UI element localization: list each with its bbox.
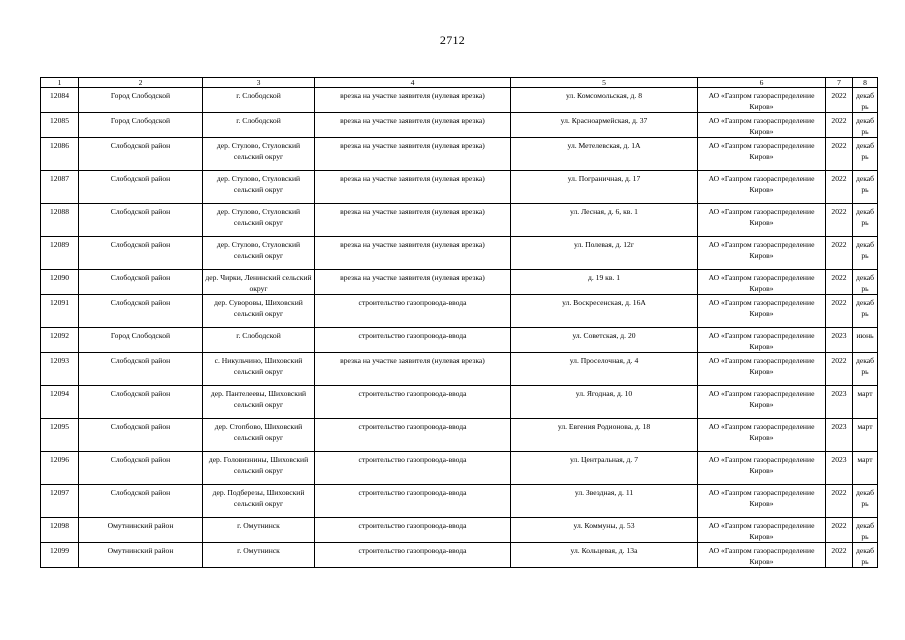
municipality-cell: Слободской район (79, 171, 203, 204)
table-row (41, 295, 878, 328)
work-type-cell: врезка на участке заявителя (нулевая врезка) (315, 270, 511, 295)
municipality-cell: Слободской район (79, 353, 203, 386)
organization-cell: АО «Газпром газораспределение Киров» (698, 485, 826, 518)
locality-cell: дер. Подберезы, Шиховский сельский округ (203, 485, 315, 518)
month-cell: декабрь (853, 138, 878, 171)
municipality-cell: Город Слободской (79, 328, 203, 353)
locality-cell: г. Слободской (203, 88, 315, 113)
work-type-cell: врезка на участке заявителя (нулевая врезка) (315, 237, 511, 270)
row-number-cell: 12091 (41, 295, 79, 328)
month-cell: декабрь (853, 543, 878, 568)
gasification-registry-table (40, 77, 878, 568)
locality-cell: дер. Стулово, Стуловский сельский округ (203, 171, 315, 204)
year-cell: 2022 (826, 113, 853, 138)
work-type-cell: строительство газопровода-ввода (315, 518, 511, 543)
year-cell: 2023 (826, 419, 853, 452)
address-cell: ул. Советская, д. 20 (511, 328, 698, 353)
organization-cell: АО «Газпром газораспределение Киров» (698, 171, 826, 204)
municipality-cell: Слободской район (79, 138, 203, 171)
work-type-cell: врезка на участке заявителя (нулевая врезка) (315, 113, 511, 138)
locality-cell: г. Слободской (203, 113, 315, 138)
organization-cell: АО «Газпром газораспределение Киров» (698, 543, 826, 568)
row-number-cell: 12096 (41, 452, 79, 485)
municipality-cell: Город Слободской (79, 88, 203, 113)
table-row (41, 138, 878, 171)
locality-cell: дер. Стулово, Стуловский сельский округ (203, 237, 315, 270)
header-cell: 2 (79, 78, 203, 88)
municipality-cell: Слободской район (79, 419, 203, 452)
table-row (41, 419, 878, 452)
header-cell: 7 (826, 78, 853, 88)
table-row (41, 485, 878, 518)
address-cell: д. 19 кв. 1 (511, 270, 698, 295)
year-cell: 2022 (826, 88, 853, 113)
address-cell: ул. Центральная, д. 7 (511, 452, 698, 485)
work-type-cell: строительство газопровода-ввода (315, 295, 511, 328)
locality-cell: дер. Чирки, Ленинский сельский округ (203, 270, 315, 295)
header-cell: 8 (853, 78, 878, 88)
table-row (41, 204, 878, 237)
month-cell: декабрь (853, 88, 878, 113)
month-cell: март (853, 419, 878, 452)
month-cell: декабрь (853, 171, 878, 204)
row-number-cell: 12084 (41, 88, 79, 113)
year-cell: 2023 (826, 328, 853, 353)
row-number-cell: 12097 (41, 485, 79, 518)
address-cell: ул. Коммуны, д. 53 (511, 518, 698, 543)
year-cell: 2022 (826, 138, 853, 171)
municipality-cell: Слободской район (79, 452, 203, 485)
header-cell: 1 (41, 78, 79, 88)
year-cell: 2022 (826, 270, 853, 295)
locality-cell: г. Омутнинск (203, 543, 315, 568)
table-body (41, 88, 878, 568)
table-row (41, 113, 878, 138)
year-cell: 2022 (826, 204, 853, 237)
locality-cell: г. Омутнинск (203, 518, 315, 543)
table-row (41, 543, 878, 568)
municipality-cell: Слободской район (79, 204, 203, 237)
month-cell: декабрь (853, 518, 878, 543)
header-cell: 5 (511, 78, 698, 88)
organization-cell: АО «Газпром газораспределение Киров» (698, 138, 826, 171)
table-row (41, 518, 878, 543)
year-cell: 2022 (826, 518, 853, 543)
month-cell: декабрь (853, 113, 878, 138)
month-cell: декабрь (853, 485, 878, 518)
row-number-cell: 12090 (41, 270, 79, 295)
address-cell: ул. Красноармейская, д. 37 (511, 113, 698, 138)
organization-cell: АО «Газпром газораспределение Киров» (698, 237, 826, 270)
page-number: 2712 (439, 33, 466, 47)
table-row (41, 328, 878, 353)
month-cell: июнь (853, 328, 878, 353)
year-cell: 2022 (826, 353, 853, 386)
work-type-cell: строительство газопровода-ввода (315, 452, 511, 485)
month-cell: декабрь (853, 295, 878, 328)
work-type-cell: строительство газопровода-ввода (315, 386, 511, 419)
organization-cell: АО «Газпром газораспределение Киров» (698, 452, 826, 485)
address-cell: ул. Звездная, д. 11 (511, 485, 698, 518)
month-cell: декабрь (853, 270, 878, 295)
table-row (41, 171, 878, 204)
locality-cell: дер. Стулово, Стуловский сельский округ (203, 204, 315, 237)
address-cell: ул. Пограничная, д. 17 (511, 171, 698, 204)
work-type-cell: строительство газопровода-ввода (315, 485, 511, 518)
month-cell: март (853, 386, 878, 419)
municipality-cell: Слободской район (79, 237, 203, 270)
table-row (41, 237, 878, 270)
row-number-cell: 12088 (41, 204, 79, 237)
locality-cell: дер. Стулово, Стуловский сельский округ (203, 138, 315, 171)
organization-cell: АО «Газпром газораспределение Киров» (698, 328, 826, 353)
address-cell: ул. Ягодная, д. 10 (511, 386, 698, 419)
address-cell: ул. Метелевская, д. 1А (511, 138, 698, 171)
organization-cell: АО «Газпром газораспределение Киров» (698, 88, 826, 113)
header-row (41, 78, 878, 88)
municipality-cell: Город Слободской (79, 113, 203, 138)
address-cell: ул. Кольцевая, д. 13а (511, 543, 698, 568)
year-cell: 2022 (826, 543, 853, 568)
locality-cell: дер. Суворовы, Шиховский сельский округ (203, 295, 315, 328)
month-cell: март (853, 452, 878, 485)
municipality-cell: Омутнинский район (79, 518, 203, 543)
address-cell: ул. Проселочная, д. 4 (511, 353, 698, 386)
municipality-cell: Слободской район (79, 270, 203, 295)
work-type-cell: врезка на участке заявителя (нулевая врезка) (315, 88, 511, 113)
header-cell: 6 (698, 78, 826, 88)
row-number-cell: 12085 (41, 113, 79, 138)
row-number-cell: 12094 (41, 386, 79, 419)
municipality-cell: Слободской район (79, 485, 203, 518)
address-cell: ул. Лесная, д. 6, кв. 1 (511, 204, 698, 237)
year-cell: 2022 (826, 485, 853, 518)
year-cell: 2022 (826, 171, 853, 204)
organization-cell: АО «Газпром газораспределение Киров» (698, 419, 826, 452)
organization-cell: АО «Газпром газораспределение Киров» (698, 518, 826, 543)
year-cell: 2022 (826, 237, 853, 270)
municipality-cell: Слободской район (79, 386, 203, 419)
work-type-cell: врезка на участке заявителя (нулевая врезка) (315, 138, 511, 171)
year-cell: 2023 (826, 386, 853, 419)
row-number-cell: 12092 (41, 328, 79, 353)
locality-cell: дер. Головизнины, Шиховский сельский округ (203, 452, 315, 485)
organization-cell: АО «Газпром газораспределение Киров» (698, 386, 826, 419)
row-number-cell: 12089 (41, 237, 79, 270)
address-cell: ул. Евгения Родионова, д. 18 (511, 419, 698, 452)
locality-cell: с. Никульчино, Шиховский сельский округ (203, 353, 315, 386)
table-row (41, 88, 878, 113)
work-type-cell: врезка на участке заявителя (нулевая врезка) (315, 353, 511, 386)
table-row (41, 270, 878, 295)
organization-cell: АО «Газпром газораспределение Киров» (698, 353, 826, 386)
table-header (41, 78, 878, 88)
organization-cell: АО «Газпром газораспределение Киров» (698, 113, 826, 138)
work-type-cell: строительство газопровода-ввода (315, 419, 511, 452)
year-cell: 2022 (826, 295, 853, 328)
address-cell: ул. Полевая, д. 12г (511, 237, 698, 270)
work-type-cell: врезка на участке заявителя (нулевая врезка) (315, 171, 511, 204)
month-cell: декабрь (853, 237, 878, 270)
address-cell: ул. Воскресенская, д. 16А (511, 295, 698, 328)
month-cell: декабрь (853, 204, 878, 237)
month-cell: декабрь (853, 353, 878, 386)
row-number-cell: 12087 (41, 171, 79, 204)
table-row (41, 452, 878, 485)
locality-cell: дер. Пантелеевы, Шиховский сельский округ (203, 386, 315, 419)
row-number-cell: 12086 (41, 138, 79, 171)
organization-cell: АО «Газпром газораспределение Киров» (698, 270, 826, 295)
header-cell: 3 (203, 78, 315, 88)
organization-cell: АО «Газпром газораспределение Киров» (698, 204, 826, 237)
municipality-cell: Слободской район (79, 295, 203, 328)
header-cell: 4 (315, 78, 511, 88)
row-number-cell: 12099 (41, 543, 79, 568)
row-number-cell: 12098 (41, 518, 79, 543)
locality-cell: г. Слободской (203, 328, 315, 353)
work-type-cell: врезка на участке заявителя (нулевая врезка) (315, 204, 511, 237)
work-type-cell: строительство газопровода-ввода (315, 328, 511, 353)
work-type-cell: строительство газопровода-ввода (315, 543, 511, 568)
organization-cell: АО «Газпром газораспределение Киров» (698, 295, 826, 328)
row-number-cell: 12093 (41, 353, 79, 386)
table-row (41, 386, 878, 419)
address-cell: ул. Комсомольская, д. 8 (511, 88, 698, 113)
municipality-cell: Омутнинский район (79, 543, 203, 568)
row-number-cell: 12095 (41, 419, 79, 452)
year-cell: 2023 (826, 452, 853, 485)
table-row (41, 353, 878, 386)
locality-cell: дер. Стопбово, Шиховский сельский округ (203, 419, 315, 452)
